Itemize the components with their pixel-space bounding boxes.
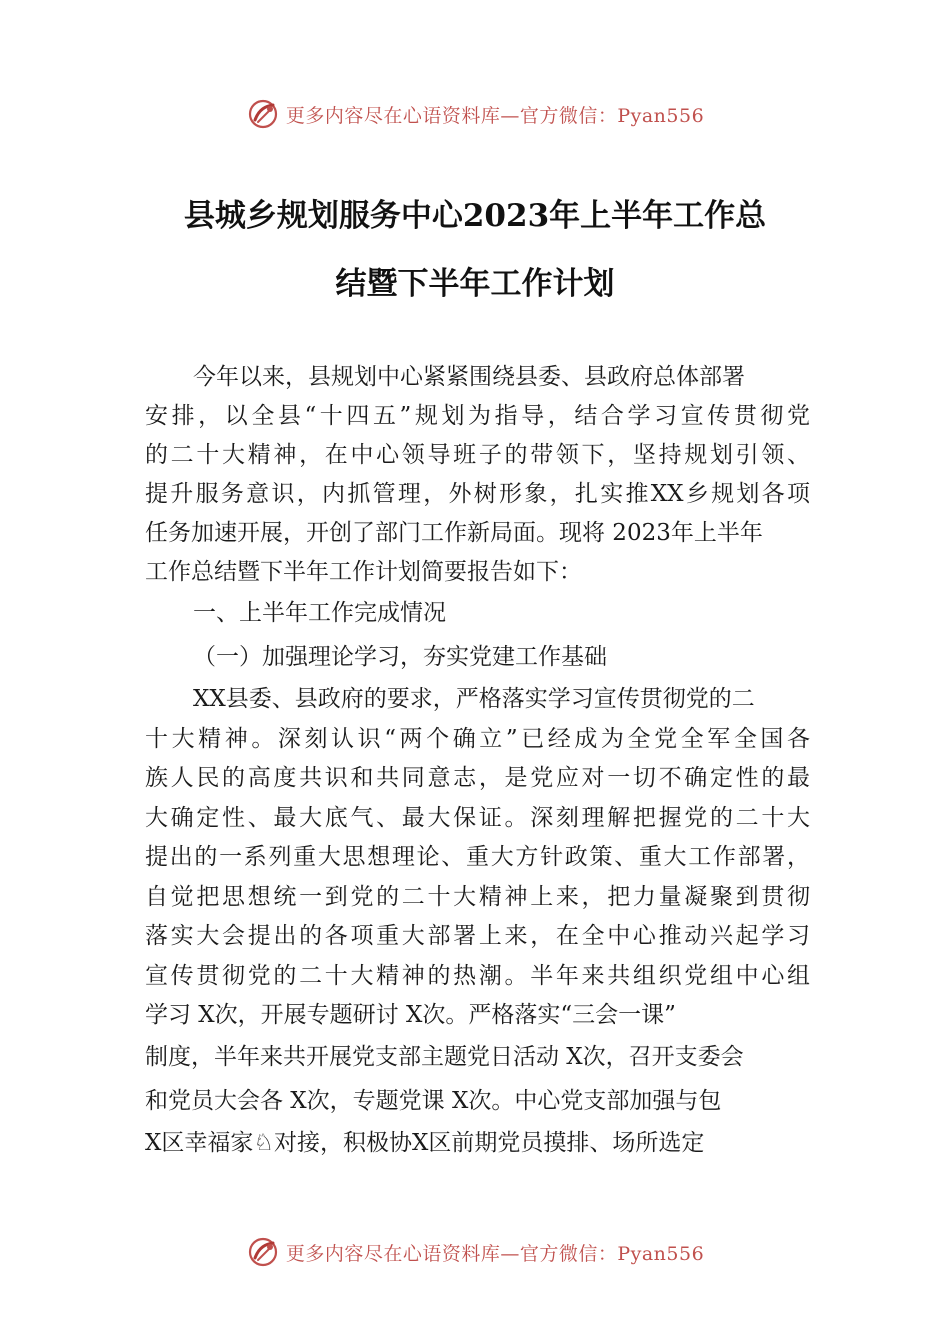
paragraph-line: 大确定性、最大底气、最大保证。深刻理解把握党的二十大 — [145, 805, 810, 831]
paragraph-line: 族人民的高度共识和共同意志，是党应对一切不确定性的最 — [145, 765, 810, 791]
document-title-line-1: 县城乡规划服务中心2023年上半年工作总 — [183, 198, 767, 234]
paragraph-line: 今年以来，县规划中心紧紧围绕县委、县政府总体部署 — [193, 364, 745, 390]
section-heading: 一、上半年工作完成情况 — [193, 600, 446, 626]
paragraph-line: 任务加速开展，开创了部门工作新局面。现将 2023年上半年 — [145, 520, 763, 546]
paragraph-line: 宣传贯彻党的二十大精神的热潮。半年来共组织党组中心组 — [145, 963, 810, 989]
paragraph-line: XX县委、县政府的要求，严格落实学习宣传贯彻党的二 — [193, 686, 755, 712]
document-title-line-2: 结暨下半年工作计划 — [335, 266, 615, 302]
header-banner-text: 更多内容尽在心语资料库—官方微信：Pyan556 — [285, 104, 705, 127]
logo-icon — [246, 97, 280, 131]
footer-banner-text: 更多内容尽在心语资料库—官方微信：Pyan556 — [285, 1242, 705, 1265]
paragraph-line: 和党员大会各 X次，专题党课 X次。中心党支部加强与包 — [145, 1088, 722, 1114]
paragraph-line: 提升服务意识，内抓管理，外树形象，扎实推XX乡规划各项 — [145, 481, 810, 507]
paragraph-line: 工作总结暨下半年工作计划简要报告如下： — [145, 559, 582, 585]
paragraph-line: 安排，以全县“十四五”规划为指导，结合学习宣传贯彻党 — [145, 403, 810, 429]
header-banner — [0, 94, 950, 134]
subsection-heading: （一）加强理论学习，夯实党建工作基础 — [193, 644, 607, 670]
paragraph-line: 提出的一系列重大思想理论、重大方针政策、重大工作部署， — [145, 844, 810, 870]
logo-icon — [246, 1235, 280, 1269]
paragraph-line: 的二十大精神，在中心领导班子的带领下，坚持规划引领、 — [145, 442, 810, 468]
footer-banner — [0, 1232, 950, 1272]
paragraph-line: 制度，半年来共开展党支部主题党日活动 X次，召开支委会 — [145, 1044, 744, 1070]
paragraph-line: X区幸福家♘对接，积极协X区前期党员摸排、场所选定 — [145, 1130, 705, 1156]
paragraph-line: 学习 X次，开展专题研讨 X次。严格落实“三会一课” — [145, 1002, 676, 1028]
paragraph-line: 自觉把思想统一到党的二十大精神上来，把力量凝聚到贯彻 — [145, 884, 810, 910]
paragraph-line: 落实大会提出的各项重大部署上来，在全中心推动兴起学习 — [145, 923, 810, 949]
paragraph-line: 十大精神。深刻认识“两个确立”已经成为全党全军全国各 — [145, 726, 810, 752]
